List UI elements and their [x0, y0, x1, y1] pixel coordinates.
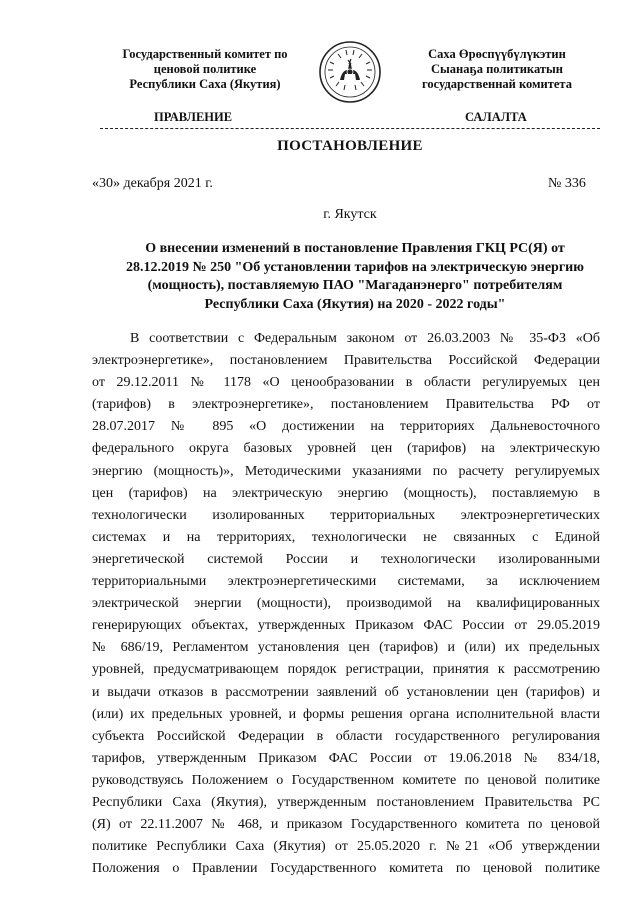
committee-name-line: Государственный комитет по — [122, 47, 288, 61]
title-line: (мощность), поставляемую ПАО "Магаданэнерго" потребителям — [147, 278, 563, 294]
body-line: генерирующих объектах, утвержденных Приказом ФАС России от 29.05.2019 — [92, 618, 600, 634]
committee-name-line: Саха Өрөспүүбүлүкэтин — [428, 47, 566, 61]
body-line: тарифов, утвержденным Приказом ФАС России от 19.06.2018 № 834/18, — [92, 750, 600, 766]
body-line: федерального округа базовых уровней цен (тарифов) на электрическую — [92, 441, 600, 457]
committee-name-russian — [100, 47, 310, 92]
body-line: В соответствии с Федеральным законом от 26.03.2003 № 35-ФЗ «Об — [130, 331, 600, 346]
body-line: цен (тарифов) на электрическую энергию (мощность), поставляемую в — [92, 485, 600, 501]
document-date: «30» декабря 2021 г. — [92, 176, 213, 191]
body-line: электроэнергетике», постановлением Правительства Российской Федерации — [92, 353, 600, 369]
coat-of-arms-emblem-icon — [318, 40, 382, 104]
document-city: г. Якутск — [323, 207, 377, 222]
body-line: (тарифов) в электроэнергетике», постановлением Правительства РФ от — [92, 397, 600, 413]
body-line: Республики Саха (Якутия), утвержденным постановлением Правительства РС — [92, 794, 600, 810]
title-line: Республики Саха (Якутия) на 2020 - 2022 годы" — [204, 296, 506, 312]
committee-name-line: государственнай комитета — [422, 77, 572, 91]
body-line: политике Республики Саха (Якутия) от 25.05.2020 г. №21 «Об утверждении — [92, 839, 600, 855]
document-number: № 336 — [548, 176, 586, 191]
title-line: О внесении изменений в постановление Правления ГКЦ РС(Я) от — [145, 241, 565, 256]
body-line: (или) их предельных уровней, и формы решения органа исполнительной власти — [92, 706, 600, 722]
body-line: и выдачи отказов в рассмотрении заявлений об установлении цен (тарифов) и — [92, 684, 600, 700]
document-title — [110, 240, 600, 314]
body-line: Положения о Правлении Государственного комитета по ценовой политике — [92, 861, 600, 877]
document-body — [92, 328, 600, 880]
board-label-yakut: САЛАЛТА — [465, 110, 527, 124]
body-line: руководствуясь Положением о Государственном комитете по ценовой политике — [92, 772, 600, 788]
body-line: энергетической системой России и технологически изолированными — [92, 551, 600, 567]
body-line: (Я) от 22.11.2007 № 468, и приказом Государственного комитета по ценовой — [92, 817, 600, 833]
board-label-russian: ПРАВЛЕНИЕ — [154, 110, 233, 124]
body-line: субъекта Российской Федерации в области государственного регулирования — [92, 728, 600, 744]
committee-name-line: Сыанаҕа политикатын — [431, 62, 563, 76]
body-line: энергию (мощность)», Методическими указаниями по расчету регулируемых — [92, 463, 600, 479]
body-line: уровней, предусматривающем порядок регистрации, принятия к рассмотрению — [92, 662, 600, 678]
body-line: от 29.12.2011 № 1178 «О ценообразовании в области регулируемых цен — [92, 375, 600, 391]
body-line: системах и на территориях, технологически не связанных с Единой — [92, 529, 600, 545]
body-line: № 686/19, Регламентом установления цен (тарифов) и (или) их предельных — [92, 640, 600, 656]
body-line: электрической энергии (мощности), производимой на квалифицированных — [92, 596, 600, 612]
body-line: 28.07.2017 № 895 «О достижении на территориях Дальневосточного — [92, 419, 600, 435]
body-line: территориальными электроэнергетическими системами, за исключением — [92, 574, 600, 590]
committee-name-yakut — [392, 47, 602, 92]
header-divider — [100, 128, 600, 129]
document-type: ПОСТАНОВЛЕНИЕ — [277, 138, 423, 154]
body-line: технологически изолированных территориальных электроэнергетических — [92, 507, 600, 523]
committee-name-line: Республики Саха (Якутия) — [129, 77, 281, 91]
title-line: 28.12.2019 № 250 "Об установлении тарифов на электрическую энергию — [126, 259, 584, 275]
committee-name-line: ценовой политике — [153, 62, 257, 76]
